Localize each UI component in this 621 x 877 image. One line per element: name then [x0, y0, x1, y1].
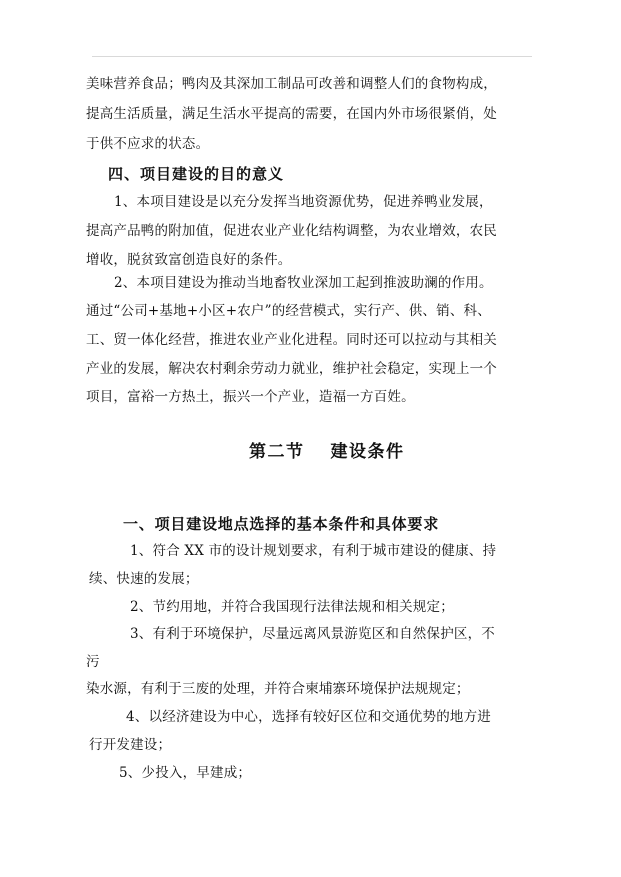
chapter-number: 第二节 — [249, 442, 305, 462]
requirement-line: 1、符合 XX 市的设计规划要求，有利于城市建设的健康、持 — [130, 543, 497, 559]
paragraph-line: 提高生活质量，满足生活水平提高的需要，在国内外市场很紧俏，处 — [86, 106, 497, 122]
chapter-heading — [249, 442, 405, 462]
requirement-line: 2、节约用地，并符合我国现行法律法规和相关规定； — [130, 599, 454, 615]
requirement-line: 5、少投入，早建成； — [119, 765, 252, 781]
paragraph-line: 美味营养食品；鸭肉及其深加工制品可改善和调整人们的食物构成， — [86, 76, 497, 92]
item-line: 产业的发展，解决农村剩余劳动力就业，维护社会稳定，实现上一个 — [86, 361, 497, 377]
requirement-line: 染水源，有利于三废的处理，并符合柬埔寨环境保护法规规定； — [86, 681, 470, 697]
requirement-line: 3、有利于环境保护，尽量远离风景游览区和自然保护区，不 — [130, 626, 495, 642]
requirement-line: 污 — [86, 654, 100, 670]
section-heading: 四、项目建设的目的意义 — [108, 165, 285, 183]
item-line: 通过“公司+基地+小区+农户”的经营模式，实行产、供、销、科、 — [86, 303, 491, 319]
item-line: 增收，脱贫致富创造良好的条件。 — [86, 252, 292, 268]
item-line: 提高产品鸭的附加值，促进农业产业化结构调整，为农业增效，农民 — [86, 223, 497, 239]
requirement-line: 续、快速的发展； — [89, 571, 199, 587]
item-line: 1、本项目建设是以充分发挥当地资源优势，促进养鸭业发展， — [114, 194, 493, 210]
header-rule — [92, 56, 532, 57]
chapter-title: 建设条件 — [330, 442, 405, 462]
requirement-line: 行开发建设； — [89, 737, 172, 753]
item-line: 项目，富裕一方热土，振兴一个产业，造福一方百姓。 — [86, 389, 415, 405]
paragraph-line: 于供不应求的状态。 — [86, 136, 210, 152]
item-line: 2、本项目建设为推动当地畜牧业深加工起到推波助澜的作用。 — [114, 275, 493, 291]
item-line: 工、贸一体化经营，推进农业产业化进程。同时还可以拉动与其相关 — [86, 332, 497, 348]
requirement-line: 4、以经济建设为中心，选择有较好区位和交通优势的地方进 — [126, 709, 491, 725]
subsection-heading: 一、项目建设地点选择的基本条件和具体要求 — [123, 515, 440, 533]
